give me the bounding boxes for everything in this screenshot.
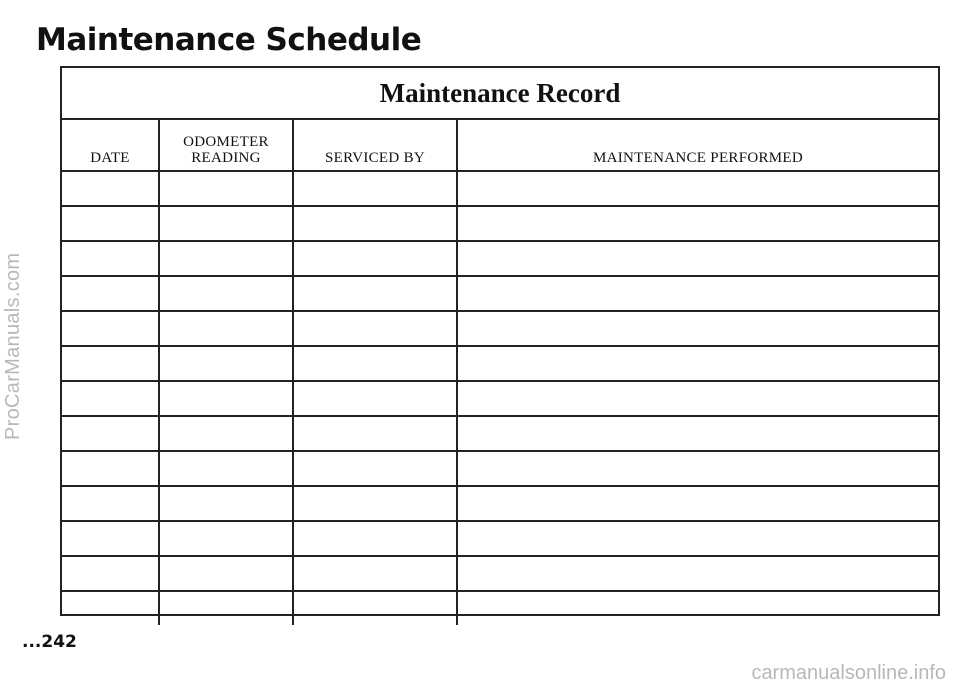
maintenance-performed-header-label: MAINTENANCE PERFORMED [592, 150, 804, 166]
odometer-cell[interactable] [159, 346, 293, 381]
odometer-header-line1: ODOMETER [183, 134, 269, 150]
table-row [62, 556, 938, 591]
maintenance-performed-cell[interactable] [457, 381, 938, 416]
column-header-date [62, 120, 159, 171]
maintenance-performed-cell[interactable] [457, 591, 938, 625]
date-cell[interactable] [62, 276, 159, 311]
maintenance-performed-cell[interactable] [457, 171, 938, 206]
date-cell[interactable] [62, 521, 159, 556]
date-cell[interactable] [62, 206, 159, 241]
maintenance-performed-cell[interactable] [457, 276, 938, 311]
column-header-serviced-by [293, 120, 457, 171]
date-cell[interactable] [62, 311, 159, 346]
maintenance-performed-cell[interactable] [457, 521, 938, 556]
serviced-by-cell[interactable] [293, 451, 457, 486]
table-row [62, 451, 938, 486]
record-title: Maintenance Record [62, 68, 938, 120]
record-rows [62, 171, 938, 625]
serviced-by-header-label: SERVICED BY [324, 150, 426, 166]
watermark-side: ProCarManuals.com [2, 252, 24, 440]
page-title: Maintenance Schedule [36, 22, 422, 58]
serviced-by-cell[interactable] [293, 276, 457, 311]
date-cell[interactable] [62, 171, 159, 206]
page-number: ...242 [22, 632, 77, 652]
serviced-by-cell[interactable] [293, 311, 457, 346]
serviced-by-cell[interactable] [293, 521, 457, 556]
maintenance-performed-cell[interactable] [457, 451, 938, 486]
table-row [62, 276, 938, 311]
header-row [62, 120, 938, 171]
maintenance-record-form [60, 66, 940, 616]
odometer-cell[interactable] [159, 241, 293, 276]
odometer-cell[interactable] [159, 486, 293, 521]
table-row [62, 346, 938, 381]
date-cell[interactable] [62, 556, 159, 591]
odometer-cell[interactable] [159, 311, 293, 346]
date-cell[interactable] [62, 416, 159, 451]
maintenance-performed-cell[interactable] [457, 416, 938, 451]
maintenance-performed-cell[interactable] [457, 311, 938, 346]
serviced-by-cell[interactable] [293, 486, 457, 521]
table-row [62, 416, 938, 451]
maintenance-performed-cell[interactable] [457, 206, 938, 241]
table-row [62, 591, 938, 625]
odometer-cell[interactable] [159, 591, 293, 625]
maintenance-performed-cell[interactable] [457, 241, 938, 276]
serviced-by-cell[interactable] [293, 381, 457, 416]
date-cell[interactable] [62, 451, 159, 486]
table-row [62, 486, 938, 521]
serviced-by-cell[interactable] [293, 416, 457, 451]
table-row [62, 311, 938, 346]
table-row [62, 241, 938, 276]
maintenance-performed-cell[interactable] [457, 556, 938, 591]
serviced-by-cell[interactable] [293, 556, 457, 591]
serviced-by-cell[interactable] [293, 241, 457, 276]
column-header-odometer-reading [159, 120, 293, 171]
odometer-cell[interactable] [159, 381, 293, 416]
serviced-by-cell[interactable] [293, 591, 457, 625]
odometer-cell[interactable] [159, 556, 293, 591]
date-cell[interactable] [62, 241, 159, 276]
odometer-cell[interactable] [159, 206, 293, 241]
date-cell[interactable] [62, 486, 159, 521]
table-row [62, 171, 938, 206]
watermark-bottom: carmanualsonline.info [751, 662, 946, 684]
odometer-cell[interactable] [159, 276, 293, 311]
table-row [62, 381, 938, 416]
column-header-maintenance-performed [457, 120, 938, 171]
odometer-cell[interactable] [159, 521, 293, 556]
maintenance-performed-cell[interactable] [457, 486, 938, 521]
odometer-cell[interactable] [159, 416, 293, 451]
odometer-header-line2: READING [191, 150, 261, 166]
table-row [62, 206, 938, 241]
date-cell[interactable] [62, 591, 159, 625]
odometer-cell[interactable] [159, 171, 293, 206]
odometer-cell[interactable] [159, 451, 293, 486]
date-cell[interactable] [62, 346, 159, 381]
table-row [62, 521, 938, 556]
maintenance-record-table [62, 120, 938, 625]
serviced-by-cell[interactable] [293, 206, 457, 241]
date-cell[interactable] [62, 381, 159, 416]
serviced-by-cell[interactable] [293, 171, 457, 206]
serviced-by-cell[interactable] [293, 346, 457, 381]
date-header-label: DATE [90, 150, 130, 166]
maintenance-performed-cell[interactable] [457, 346, 938, 381]
